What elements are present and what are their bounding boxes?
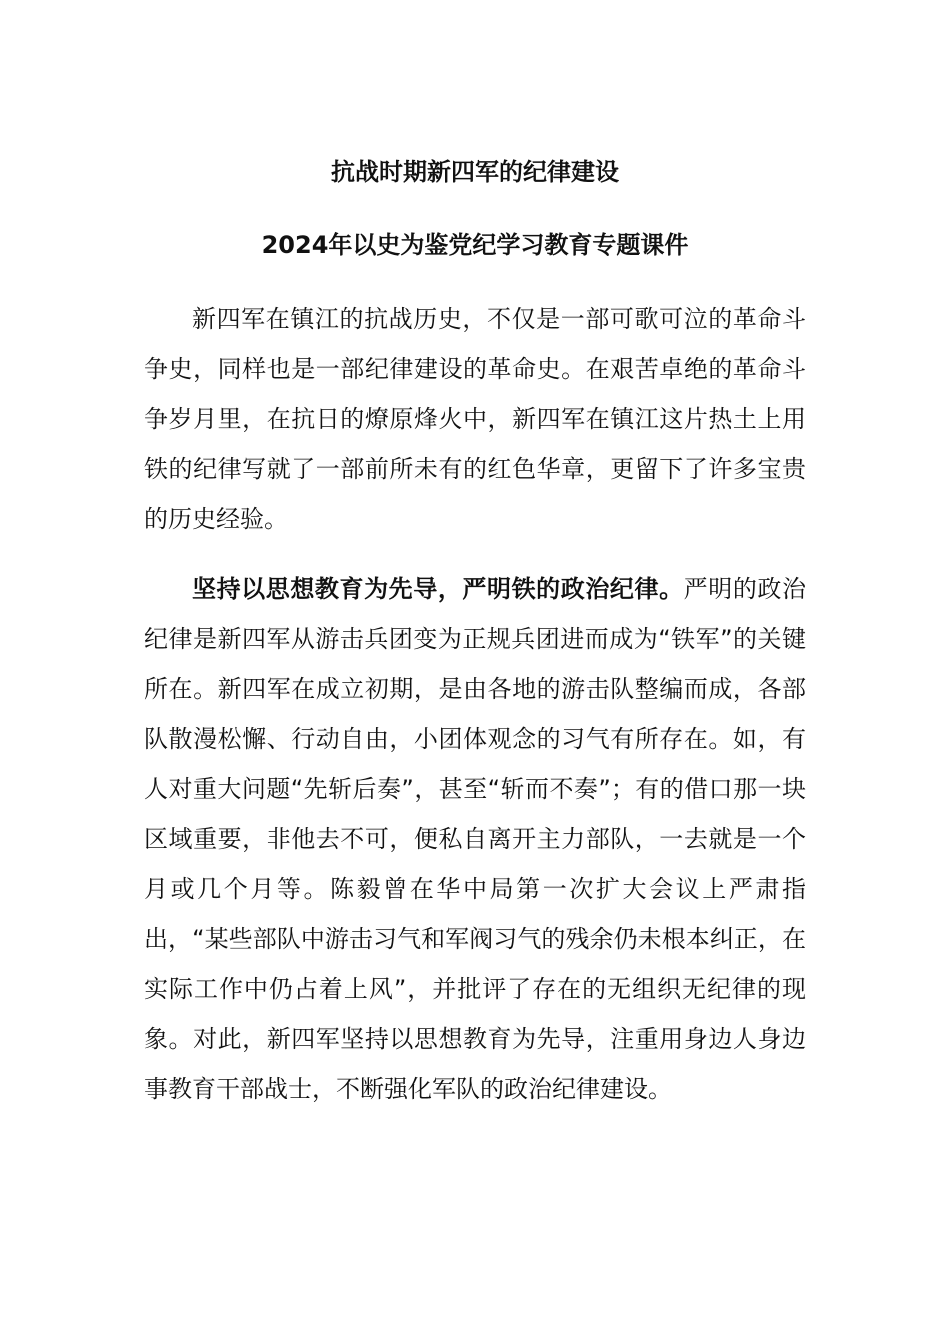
paragraph-political-discipline — [144, 564, 806, 1114]
paragraph-text: 新四军在镇江的抗战历史，不仅是一部可歌可泣的革命斗争史，同样也是一部纪律建设的革命史。在艰苦卓绝的革命斗争岁月里，在抗日的燎原烽火中，新四军在镇江这片热土上用铁的纪律写就了一部前所未有的红色华章，更留下了许多宝贵的历史经验。 — [144, 305, 806, 533]
document-subtitle: 2024年以史为鉴党纪学习教育专题课件 — [261, 231, 689, 259]
paragraph-text: 严明的政治纪律是新四军从游击兵团变为正规兵团进而成为“铁军”的关键所在。新四军在成立初期，是由各地的游击队整编而成，各部队散漫松懈、行动自由，小团体观念的习气有所存在。如，有人对重大问题“先斩后奏”，甚至“斩而不奏”；有的借口那一块区域重要，非他去不可，便私自离开主力部队，一去就是一个月或几个月等。陈毅曾在华中局第一次扩大会议上严肃指出，“某些部队中游击习气和军阀习气的残余仍未根本纠正，在实际工作中仍占着上风”，并批评了存在的无组织无纪律的现象。对此，新四军坚持以思想教育为先导，注重用身边人身边事教育干部战士，不断强化军队的政治纪律建设。 — [144, 575, 807, 1103]
document-title: 抗战时期新四军的纪律建设 — [331, 158, 619, 186]
paragraph-intro — [144, 294, 806, 544]
paragraph-lead: 坚持以思想教育为先导，严明铁的政治纪律。 — [192, 575, 684, 603]
